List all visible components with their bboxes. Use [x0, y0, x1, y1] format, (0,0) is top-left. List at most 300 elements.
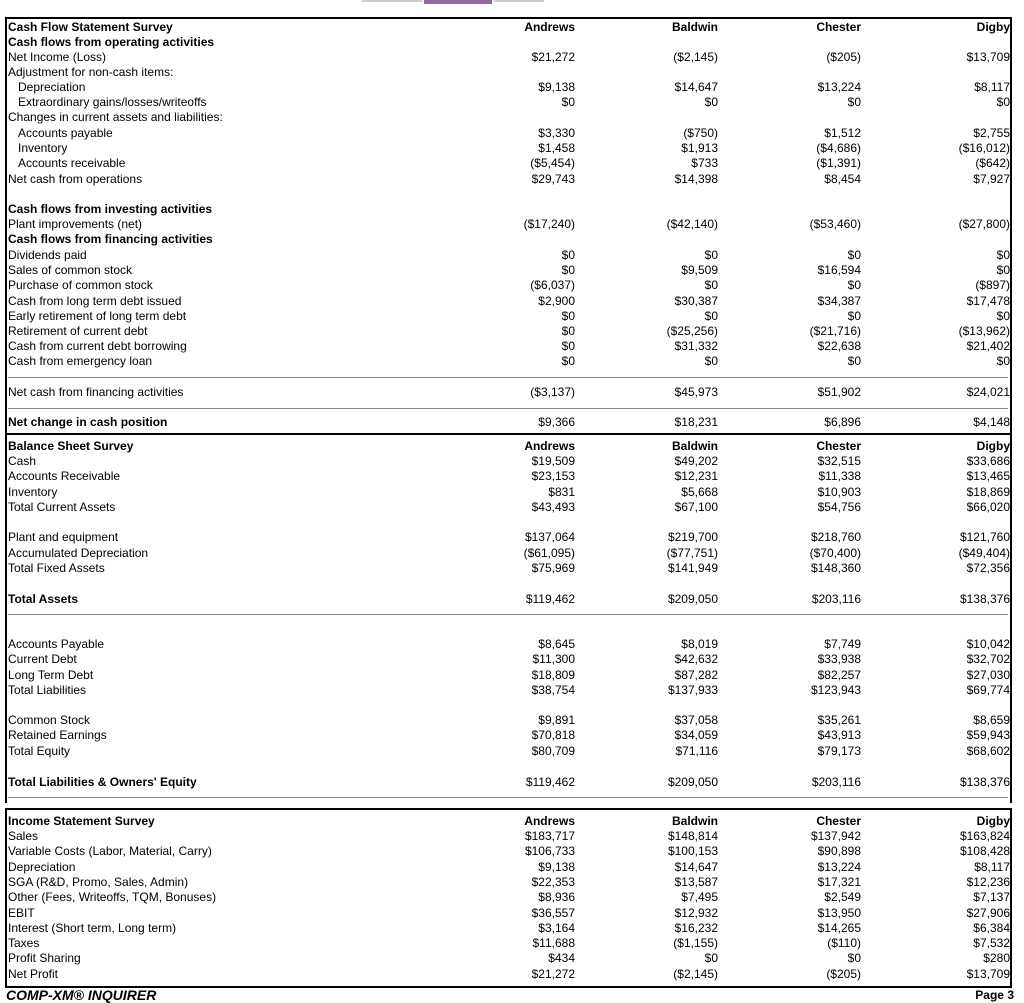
value-baldwin: ($77,751) [666, 545, 718, 560]
value-digby: $121,760 [959, 530, 1010, 544]
statement-row [8, 967, 1018, 982]
row-label: Inventory [8, 484, 58, 499]
row-label: Cash from current debt borrowing [8, 339, 187, 354]
value-digby: ($897) [975, 278, 1010, 293]
row-label: Total Current Assets [8, 499, 116, 514]
value-andrews: ($3,137) [530, 385, 575, 399]
statement-row [8, 713, 1018, 728]
value-chester: ($1,391) [816, 156, 861, 170]
value-digby: $13,709 [966, 966, 1010, 981]
value-andrews: $21,272 [531, 966, 575, 981]
statement-row [8, 637, 1018, 652]
row-label: Income Statement Survey [8, 814, 155, 828]
value-chester: ($205) [826, 50, 861, 64]
row-label: Purchase of common stock [8, 278, 153, 293]
value-baldwin: $219,700 [667, 530, 718, 544]
statement-row [8, 936, 1018, 951]
value-baldwin: $733 [691, 156, 718, 170]
row-label: Accounts receivable [18, 156, 126, 170]
value-digby: $8,117 [974, 859, 1010, 874]
value-chester: ($110) [827, 936, 861, 951]
statement-row [8, 921, 1018, 936]
value-chester: $218,760 [810, 530, 861, 544]
value-chester: $13,224 [817, 80, 861, 94]
row-label: EBIT [8, 905, 35, 920]
statement-row [8, 906, 1018, 921]
statement-row [8, 278, 1018, 293]
value-chester: ($205) [826, 966, 861, 981]
statement-row [8, 110, 1018, 125]
value-baldwin: $14,398 [674, 172, 718, 186]
top-tab-active[interactable] [424, 0, 492, 4]
value-andrews: $23,153 [531, 469, 575, 484]
value-baldwin: $209,050 [667, 592, 718, 606]
value-andrews: $11,688 [532, 936, 575, 951]
row-label: Sales [8, 829, 39, 843]
row-label: Inventory [18, 141, 68, 155]
row-label: Accumulated Depreciation [8, 545, 149, 560]
value-chester: $16,594 [817, 263, 861, 278]
value-andrews: $36,557 [531, 905, 575, 920]
value-digby: $108,428 [959, 844, 1010, 859]
row-label: Changes in current assets and liabilities: [8, 110, 223, 124]
value-baldwin: $0 [704, 95, 718, 109]
value-baldwin: $12,932 [674, 905, 718, 920]
value-digby: $4,148 [973, 415, 1010, 429]
row-label: Cash from emergency loan [8, 354, 153, 369]
value-digby: $280 [983, 951, 1010, 966]
statement-row [8, 217, 1018, 232]
row-label: Common Stock [8, 713, 91, 727]
top-tab-right [494, 0, 544, 2]
value-chester: $43,913 [817, 728, 861, 743]
value-chester: $13,224 [817, 859, 861, 874]
statement-row [8, 354, 1018, 369]
value-chester: ($4,686) [816, 141, 861, 155]
value-digby: $0 [996, 248, 1010, 262]
row-label: Cash Flow Statement Survey [8, 20, 173, 34]
value-baldwin: $12,231 [674, 469, 718, 484]
value-digby: $21,402 [966, 339, 1010, 354]
statement-row [8, 339, 1018, 354]
statement-row [8, 324, 1018, 339]
value-andrews: $0 [561, 354, 575, 369]
value-baldwin: $0 [704, 354, 718, 369]
statement-row [8, 951, 1018, 966]
value-digby: $2,755 [973, 126, 1010, 140]
value-baldwin: $87,282 [674, 667, 718, 682]
cash-flow-header [8, 20, 1018, 35]
row-label: Dividends paid [8, 248, 87, 262]
statement-row [8, 415, 1018, 430]
row-label: Extraordinary gains/losses/writeoffs [18, 95, 207, 109]
value-baldwin: $148,814 [667, 829, 718, 843]
value-baldwin: $45,973 [674, 385, 718, 399]
statement-row [8, 728, 1018, 743]
value-chester: ($70,400) [809, 545, 861, 560]
value-baldwin: $14,647 [674, 80, 718, 94]
statement-row [8, 126, 1018, 141]
value-chester: $11,338 [818, 469, 861, 484]
row-label: Interest (Short term, Long term) [8, 920, 177, 935]
value-baldwin: ($42,140) [666, 217, 718, 231]
value-baldwin: $30,387 [674, 293, 718, 308]
value-digby: $7,532 [973, 936, 1010, 951]
value-digby: ($49,404) [958, 545, 1010, 560]
row-label: Retained Earnings [8, 728, 107, 743]
statement-row [8, 500, 1018, 515]
row-label: Plant improvements (net) [8, 217, 143, 231]
value-chester: $34,387 [817, 293, 861, 308]
value-baldwin: $34,059 [674, 728, 718, 743]
page-number: Page 3 [975, 988, 1014, 1002]
section-heading [8, 202, 1018, 217]
statement-row [8, 875, 1018, 890]
value-andrews: $29,743 [531, 172, 575, 186]
value-digby: $13,709 [966, 50, 1010, 64]
statement-row [8, 248, 1018, 263]
row-label: Accounts payable [18, 126, 113, 140]
value-digby: $17,478 [966, 293, 1010, 308]
statement-row [8, 530, 1018, 545]
row-label: Profit Sharing [8, 951, 81, 966]
value-baldwin: $49,202 [674, 454, 718, 468]
statement-row [8, 141, 1018, 156]
value-baldwin: $67,100 [674, 499, 718, 514]
value-digby: $138,376 [959, 775, 1010, 789]
statement-row [8, 65, 1018, 80]
value-digby: $27,030 [966, 667, 1010, 682]
value-digby: $12,236 [966, 874, 1010, 889]
value-baldwin: $1,913 [681, 141, 718, 155]
row-label: SGA (R&D, Promo, Sales, Admin) [8, 874, 189, 889]
value-andrews: $9,891 [538, 713, 575, 727]
value-chester: ($53,460) [809, 217, 861, 231]
divider [8, 797, 1008, 798]
value-andrews: $9,138 [538, 859, 575, 874]
value-andrews: $22,353 [531, 874, 575, 889]
value-chester: $13,950 [817, 905, 861, 920]
value-andrews: Andrews [524, 439, 575, 453]
row-label: Depreciation [8, 859, 76, 874]
statement-row [8, 385, 1018, 400]
value-chester: $33,938 [817, 652, 861, 667]
statement-row [8, 829, 1018, 844]
value-andrews: $0 [561, 339, 575, 354]
row-label: Current Debt [8, 652, 77, 667]
row-label: Plant and equipment [8, 530, 119, 544]
statement-row [8, 485, 1018, 500]
value-andrews: $19,509 [531, 454, 575, 468]
row-label: Net cash from operations [8, 172, 143, 186]
value-andrews: $0 [561, 95, 575, 109]
statement-row [8, 775, 1018, 790]
value-andrews: $2,900 [538, 293, 575, 308]
row-label: Long Term Debt [8, 667, 94, 682]
value-digby: $8,117 [974, 80, 1010, 94]
value-chester: $82,257 [817, 667, 861, 682]
row-label: Other (Fees, Writeoffs, TQM, Bonuses) [8, 890, 217, 905]
statement-row [8, 668, 1018, 683]
statement-row [8, 95, 1018, 110]
statement-row [8, 50, 1018, 65]
section-heading [8, 232, 1018, 247]
value-chester: $1,512 [824, 126, 861, 140]
value-digby: ($13,962) [958, 324, 1010, 338]
row-label: Depreciation [18, 80, 86, 94]
value-chester: $0 [847, 95, 861, 109]
value-baldwin: $31,332 [674, 339, 718, 354]
statement-row [8, 454, 1018, 469]
value-digby: $32,702 [966, 652, 1010, 667]
value-chester: $79,173 [817, 743, 861, 758]
value-baldwin: $42,632 [674, 652, 718, 667]
value-digby: $69,774 [966, 682, 1010, 697]
row-label: Cash flows from financing activities [8, 232, 213, 246]
value-chester: $0 [847, 278, 861, 293]
value-digby: $163,824 [959, 829, 1010, 843]
value-andrews: $0 [561, 308, 575, 323]
row-label: Retirement of current debt [8, 324, 148, 338]
value-andrews: Andrews [524, 20, 575, 34]
value-andrews: Andrews [524, 814, 575, 828]
value-digby: $0 [996, 263, 1010, 278]
value-andrews: $137,064 [524, 530, 575, 544]
value-chester: $32,515 [817, 454, 861, 468]
value-andrews: $18,809 [531, 667, 575, 682]
value-andrews: ($17,240) [523, 217, 575, 231]
value-digby: $7,927 [973, 172, 1010, 186]
income-statement-header [8, 814, 1018, 829]
value-chester: $0 [847, 248, 861, 262]
value-digby: $0 [996, 95, 1010, 109]
value-andrews: $9,138 [538, 80, 575, 94]
value-baldwin: $18,231 [674, 415, 718, 429]
value-digby: $68,602 [966, 743, 1010, 758]
row-label: Total Liabilities [8, 682, 87, 697]
row-label: Accounts Receivable [8, 469, 121, 484]
statement-row [8, 683, 1018, 698]
value-andrews: $434 [548, 951, 575, 966]
value-chester: Chester [816, 814, 861, 828]
row-label: Cash from long term debt issued [8, 293, 182, 308]
value-andrews: $3,164 [538, 920, 575, 935]
value-andrews: ($5,454) [530, 156, 575, 170]
value-andrews: $11,300 [532, 652, 575, 667]
value-digby: ($16,012) [958, 141, 1010, 155]
value-andrews: $119,462 [525, 775, 575, 789]
value-chester: $148,360 [810, 561, 861, 575]
divider [8, 377, 1008, 378]
statement-row [8, 652, 1018, 667]
value-digby: $27,906 [966, 905, 1010, 920]
balance-sheet-header [8, 439, 1018, 454]
value-baldwin: $16,232 [674, 920, 718, 935]
row-label: Cash flows from investing activities [8, 202, 213, 216]
value-chester: $35,261 [817, 713, 861, 727]
value-digby: $0 [996, 308, 1010, 323]
value-baldwin: $71,116 [675, 743, 718, 758]
value-chester: $6,896 [824, 415, 861, 429]
value-baldwin: $5,668 [681, 484, 718, 499]
row-label: Balance Sheet Survey [8, 439, 134, 453]
row-label: Adjustment for non-cash items: [8, 65, 174, 79]
value-baldwin: $13,587 [674, 874, 718, 889]
value-chester: $17,321 [817, 874, 861, 889]
value-digby: $59,943 [966, 728, 1010, 743]
value-chester: $203,116 [811, 592, 861, 606]
statement-row [8, 860, 1018, 875]
value-digby: Digby [976, 439, 1010, 453]
value-baldwin: $100,153 [667, 844, 718, 859]
value-chester: $22,638 [817, 339, 861, 354]
value-andrews: $0 [561, 248, 575, 262]
value-chester: Chester [816, 439, 861, 453]
value-andrews: ($6,037) [530, 278, 575, 293]
statement-row [8, 561, 1018, 576]
value-digby: $33,686 [966, 454, 1010, 468]
value-digby: $0 [996, 354, 1010, 369]
value-digby: $10,042 [966, 637, 1010, 651]
value-andrews: ($61,095) [523, 545, 575, 560]
statement-row [8, 546, 1018, 561]
row-label: Taxes [8, 936, 40, 951]
value-chester: $203,116 [811, 775, 861, 789]
value-baldwin: ($2,145) [673, 966, 718, 981]
statement-row [8, 592, 1018, 607]
value-chester: $0 [847, 308, 861, 323]
value-digby: Digby [976, 814, 1010, 828]
row-label: Early retirement of long term debt [8, 308, 187, 323]
value-andrews: $183,717 [524, 829, 575, 843]
value-digby: ($642) [975, 156, 1010, 170]
value-baldwin: $14,647 [674, 859, 718, 874]
row-label: Net Income (Loss) [8, 50, 107, 64]
divider [8, 408, 1008, 409]
value-andrews: $106,733 [524, 844, 575, 859]
value-chester: $54,756 [817, 499, 861, 514]
value-baldwin: $0 [704, 951, 718, 966]
row-label: Total Equity [8, 743, 71, 758]
value-baldwin: ($1,155) [673, 936, 718, 951]
statement-row [8, 309, 1018, 324]
value-andrews: $0 [561, 263, 575, 278]
value-chester: Chester [816, 20, 861, 34]
value-chester: $2,549 [824, 890, 861, 905]
value-andrews: $8,936 [538, 890, 575, 905]
footer-brand: COMP-XM® INQUIRER [6, 987, 157, 1003]
value-digby: ($27,800) [958, 217, 1010, 231]
value-digby: $8,659 [973, 713, 1010, 727]
value-chester: $7,749 [824, 637, 861, 651]
row-label: Cash flows from operating activities [8, 35, 215, 49]
value-baldwin: ($2,145) [673, 50, 718, 64]
value-baldwin: $209,050 [667, 775, 718, 789]
value-baldwin: $141,949 [667, 561, 718, 575]
value-chester: $0 [847, 951, 861, 966]
value-baldwin: $0 [704, 308, 718, 323]
value-chester: $123,943 [810, 682, 861, 697]
statement-row [8, 744, 1018, 759]
row-label: Cash [8, 454, 37, 468]
value-chester: ($21,716) [809, 324, 861, 338]
row-label: Net cash from financing activities [8, 385, 184, 399]
value-baldwin: $0 [704, 278, 718, 293]
value-baldwin: Baldwin [671, 814, 718, 828]
value-digby: $66,020 [966, 499, 1010, 514]
row-label: Net Profit [8, 966, 59, 981]
value-digby: Digby [976, 20, 1010, 34]
value-andrews: $8,645 [538, 637, 575, 651]
section-heading [8, 35, 1018, 50]
row-label: Total Fixed Assets [8, 561, 105, 575]
row-label: Variable Costs (Labor, Material, Carry) [8, 844, 212, 859]
divider [8, 614, 1008, 615]
value-digby: $18,869 [966, 484, 1010, 499]
value-andrews: $70,818 [531, 728, 575, 743]
value-digby: $6,384 [973, 920, 1010, 935]
value-chester: $51,902 [817, 385, 861, 399]
statement-row [8, 156, 1018, 171]
value-baldwin: ($750) [683, 126, 718, 140]
statement-row [8, 263, 1018, 278]
value-digby: $72,356 [966, 561, 1010, 575]
statement-row [8, 80, 1018, 95]
value-digby: $7,137 [973, 890, 1010, 905]
row-label: Accounts Payable [8, 637, 105, 651]
value-andrews: $80,709 [531, 743, 575, 758]
value-digby: $24,021 [966, 385, 1010, 399]
value-andrews: $119,462 [525, 592, 575, 606]
value-andrews: $3,330 [538, 126, 575, 140]
value-digby: $13,465 [966, 469, 1010, 484]
value-chester: $10,903 [817, 484, 861, 499]
value-baldwin: ($25,256) [666, 324, 718, 338]
statement-row [8, 294, 1018, 309]
value-chester: $0 [847, 354, 861, 369]
value-baldwin: $137,933 [667, 682, 718, 697]
top-tab-left [362, 0, 422, 2]
value-andrews: $21,272 [531, 50, 575, 64]
statement-row [8, 172, 1018, 187]
value-andrews: $43,493 [531, 499, 575, 514]
value-chester: $90,898 [817, 844, 861, 859]
statement-row [8, 890, 1018, 905]
value-baldwin: Baldwin [671, 439, 718, 453]
value-baldwin: Baldwin [671, 20, 718, 34]
value-chester: $137,942 [810, 829, 861, 843]
value-baldwin: $37,058 [674, 713, 718, 727]
row-label: Total Liabilities & Owners' Equity [8, 775, 197, 789]
value-chester: $8,454 [824, 172, 861, 186]
statement-row [8, 844, 1018, 859]
value-andrews: $1,458 [538, 141, 575, 155]
value-baldwin: $9,509 [681, 263, 718, 278]
value-andrews: $0 [561, 324, 575, 338]
value-andrews: $9,366 [538, 415, 575, 429]
value-andrews: $38,754 [531, 682, 575, 697]
row-label: Sales of common stock [8, 263, 133, 278]
value-andrews: $831 [548, 484, 575, 499]
row-label: Total Assets [8, 592, 79, 606]
value-baldwin: $7,495 [681, 890, 718, 905]
value-chester: $14,265 [817, 920, 861, 935]
value-digby: $138,376 [959, 592, 1010, 606]
value-baldwin: $8,019 [681, 637, 718, 651]
value-baldwin: $0 [704, 248, 718, 262]
value-andrews: $75,969 [531, 561, 575, 575]
statement-row [8, 469, 1018, 484]
